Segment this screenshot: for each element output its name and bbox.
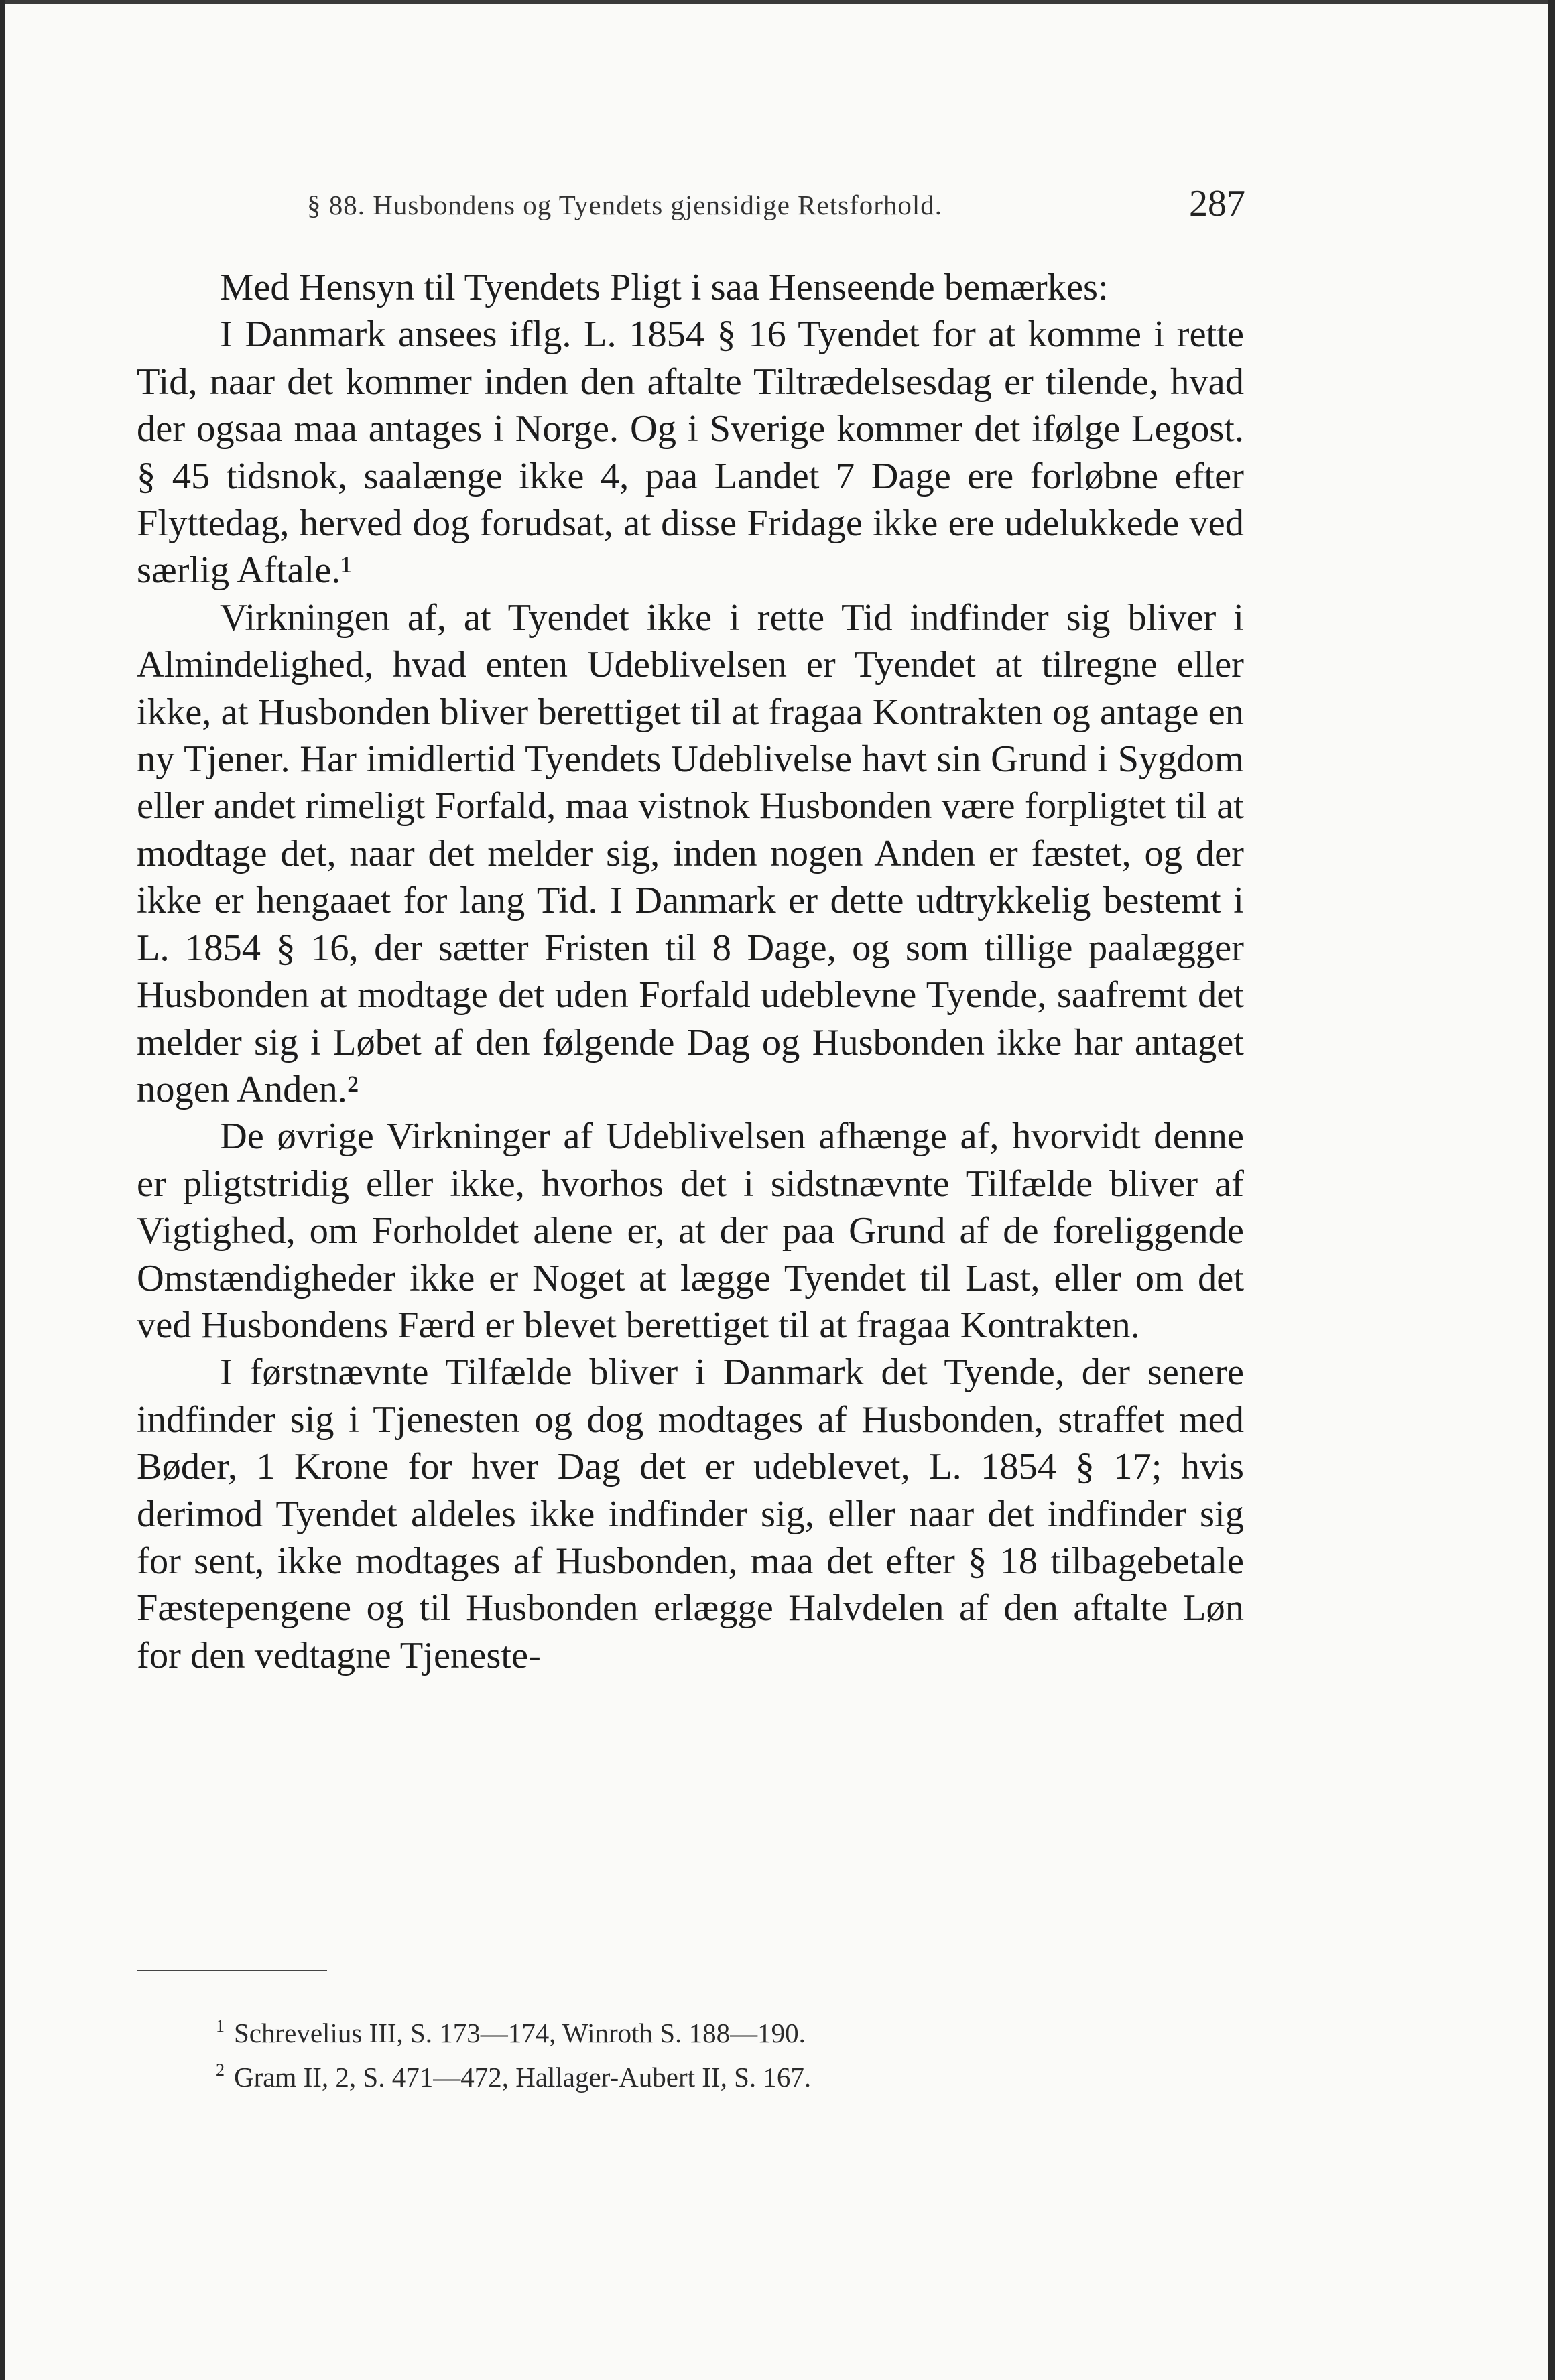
scan-border-right [1548,0,1555,2380]
paragraph: De øvrige Virkninger af Udeblivelsen afhænge af, hvorvidt denne er pligtstridig eller ikke, hvorhos det i sidstnævnte Tilfælde bliver af Vigtighed, om Forholdet alene er, at der paa Grund af de foreliggende Omstændigheder ikke er Noget at lægge Tyendet til Last, eller om det ved Husbondens Færd er blevet berettiget til at fragaa Kontrakten. [137,1116,1244,1346]
page-number: 287 [1189,183,1245,224]
footnote-mark: 2 [216,2060,225,2080]
running-head: § 88. Husbondens og Tyendets gjensidige Retsforhold. [307,190,943,220]
footnotes [216,2007,1154,2096]
scan-border-left [0,0,5,2380]
paragraph: Virkningen af, at Tyendet ikke i rette Tid indfinder sig bliver i Almindelighed, hvad enten Udeblivelsen er Tyendet at tilregne eller ikke, at Husbonden bliver berettiget til at fragaa Kontrakten og antage en ny Tjener. Har imidlertid Tyendets Udeblivelse havt sin Grund i Sygdom eller andet rimeligt Forfald, maa vistnok Husbonden være forpligtet til at modtage det, naar det melder sig, inden nogen Anden er fæstet, og der ikke er hengaaet for lang Tid. I Danmark er dette udtrykkelig bestemt i L. 1854 § 16, der sætter Fristen til 8 Dage, og som tillige paalægger Husbonden at modtage det uden Forfald udeblevne Tyende, saafremt det melder sig i Løbet af den følgende Dag og Husbonden ikke har antaget nogen Anden.² [137,596,1244,1110]
page-header [307,182,1245,229]
footnote-divider [137,1970,327,1971]
footnote-mark: 1 [216,2016,225,2036]
footnote [216,2007,1154,2052]
paragraph: Med Hensyn til Tyendets Pligt i saa Henseende bemærkes: [220,267,1109,308]
paragraph: I Danmark ansees iflg. L. 1854 § 16 Tyendet for at komme i rette Tid, naar det kommer inden den aftalte Tiltrædelsesdag er tilende, hvad der ogsaa maa antages i Norge. Og i Sverige kommer det ifølge Legost. § 45 tidsnok, saalænge ikke 4, paa Landet 7 Dage ere forløbne efter Flyttedag, herved dog forudsat, at disse Fridage ikke ere udelukkede ved særlig Aftale.¹ [137,314,1244,592]
footnote-text: Gram II, 2, S. 471—472, Hallager-Aubert II, S. 167. [234,2062,812,2093]
footnote [216,2052,1154,2096]
footnote-text: Schrevelius III, S. 173—174, Winroth S. 188—190. [234,2018,806,2048]
scan-border-top [0,0,1555,4]
paragraph: I førstnævnte Tilfælde bliver i Danmark det Tyende, der senere indfinder sig i Tjenesten og dog modtages af Husbonden, straffet med Bøder, 1 Krone for hver Dag det er udeblevet, L. 1854 § 17; hvis derimod Tyendet aldeles ikke indfinder sig, eller naar det indfinder sig for sent, ikke modtages af Husbonden, maa det efter § 18 tilbagebetale Fæstepengene og til Husbonden erlægge Halvdelen af den aftalte Løn for den vedtagne Tjeneste- [137,1351,1244,1676]
main-text [137,264,1244,1679]
